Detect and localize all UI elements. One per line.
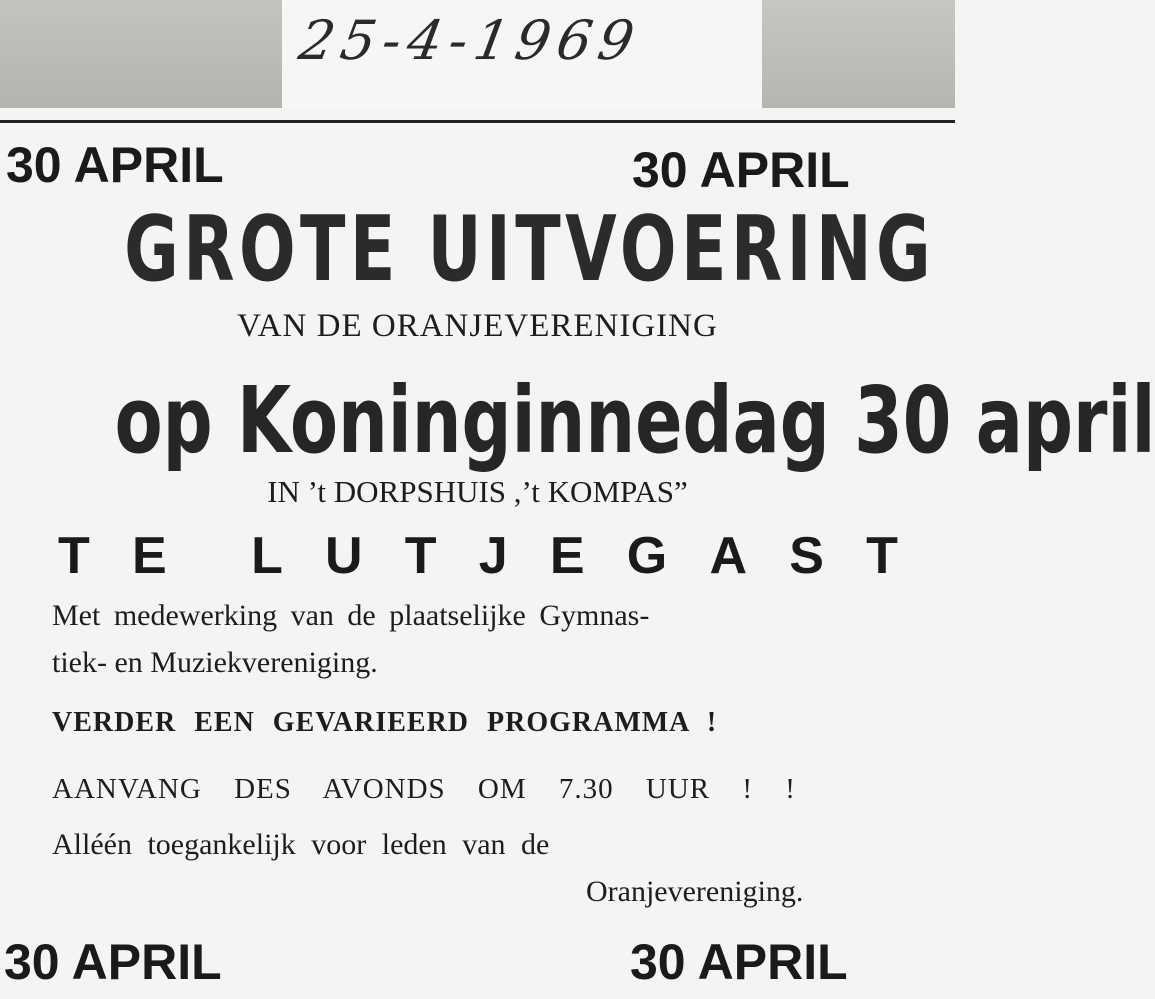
program-line: VERDER EEN GEVARIEERD PROGRAMMA ! <box>52 707 718 738</box>
town-letter: U <box>325 527 363 585</box>
top-rule <box>0 120 955 123</box>
town-letter: T <box>58 527 90 585</box>
town-letter: L <box>251 527 283 585</box>
town-letter: E <box>549 527 585 585</box>
town-letter: E <box>131 527 167 585</box>
town-letter: S <box>789 527 824 585</box>
cooperation-line-1: Met medewerking van de plaatselijke Gymnas- <box>52 599 650 632</box>
handwritten-date: 25-4-1969 <box>294 9 646 72</box>
scan-border-left <box>0 0 282 108</box>
corner-date-bottom-right: 30 APRIL <box>630 934 848 990</box>
access-line-2: Oranjevereniging. <box>586 875 804 908</box>
venue-line: IN ’t DORPSHUIS ,’t KOMPAS” <box>267 474 688 509</box>
access-line-1: Alléén toegankelijk voor leden van de <box>52 828 550 861</box>
scan-border-right <box>762 0 955 108</box>
town-letter: G <box>626 527 668 585</box>
town-letter: J <box>478 527 508 585</box>
town-letter: T <box>866 527 898 585</box>
town-name <box>58 524 898 588</box>
headline: GROTE UITVOERING <box>124 197 936 302</box>
town-letter: T <box>404 527 437 585</box>
organizer-subline: VAN DE ORANJEVERENIGING <box>237 308 718 344</box>
town-letter: A <box>709 527 747 585</box>
start-time-line: AANVANG DES AVONDS OM 7.30 UUR ! ! <box>52 773 796 805</box>
corner-date-top-right: 30 APRIL <box>632 142 850 198</box>
corner-date-top-left: 30 APRIL <box>6 137 224 193</box>
event-title: op Koninginnedag 30 april <box>114 367 1155 474</box>
corner-date-bottom-left: 30 APRIL <box>4 934 222 990</box>
cooperation-line-2: tiek- en Muziekvereniging. <box>52 646 378 679</box>
